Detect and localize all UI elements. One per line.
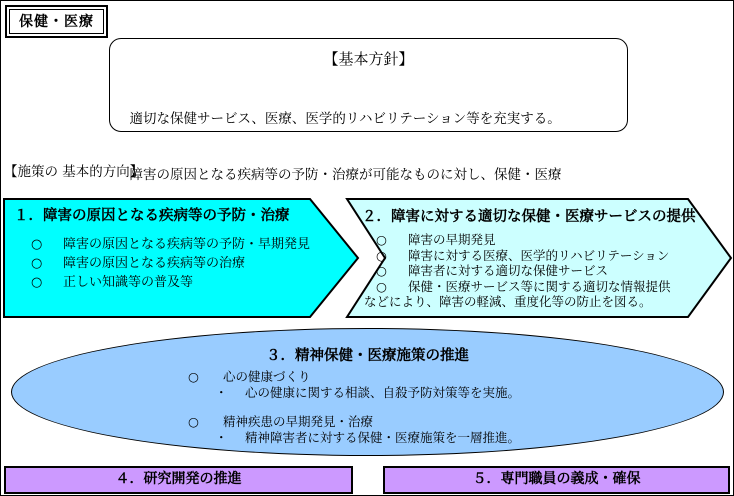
bullet-item-label: 障害に対する医療、医学的リハビリテーション [408,247,670,263]
bullet-item [31,273,310,292]
section1-title: １．障害の原因となる疾病等の予防・治療 [14,208,290,224]
bullet-item [31,235,310,254]
bullet-item [376,263,671,279]
dot-bullet-marker: ・ [215,430,228,445]
section4-box [4,466,353,494]
circle-bullet-marker: ○ [376,263,387,278]
bullet-item-label: 障害の原因となる疾病等の治療 [63,256,246,271]
circle-bullet-marker: ○ [376,232,387,247]
circle-bullet-marker: ○ [31,275,43,290]
circle-bullet-marker: ○ [188,369,199,384]
basic-policy-line: 適切な保健サービス、医療、医学的リハビリテーション等を充実する。 [116,111,561,127]
bullet-item-label: 障害の早期発見 [408,232,496,247]
section1-items [31,235,310,292]
group-detail: 心の健康に関する相談、自殺予防対策等を実施。 [245,385,521,400]
page-title-box [5,5,108,38]
section5-box [383,466,730,494]
circle-bullet-marker: ○ [376,247,387,263]
group-detail: 精神障害者に対する保健・医療施策を一層推進。 [245,430,521,445]
bullet-item [376,279,671,295]
section3-title: ３．精神保健・医療施策の推進 [266,348,469,364]
bullet-item [376,232,671,248]
circle-bullet-marker: ○ [376,278,387,294]
bullet-item [188,414,520,430]
bullet-item-label: 保健・医療サービス等に関する適切な情報提供 [408,278,671,294]
section3-content [188,369,520,446]
bullet-item [376,248,671,264]
section2-title: ２．障害に対する適切な保健・医療サービスの提供 [362,209,696,225]
section2-items [364,232,671,310]
bullet-item-label: 正しい知識等の普及等 [63,275,194,290]
basic-policy-line: 障害の原因となる疾病等の予防・治療が可能なものに対し、保健・医療 [116,166,562,183]
bullet-item [31,254,310,273]
section2-footer: などにより、障害の軽減、重度化等の防止を図る。 [364,294,652,309]
circle-bullet-marker: ○ [188,414,199,429]
sub-item [215,385,520,401]
basic-policy-box [109,38,628,183]
bullet-item-label: 障害の原因となる疾病等の予防・早期発見 [63,237,311,252]
section4-title: ４．研究開発の推進 [115,471,242,487]
page-title: 保健・医療 [9,9,104,34]
group-heading: 心の健康づくり [223,369,311,384]
bullet-item-label: 障害者に対する適切な保健サービス [408,263,609,278]
bullet-item [188,369,520,385]
group-heading: 精神疾患の早期発見・治療 [223,414,374,429]
section5-title: ５．専門職員の義成・確保 [472,471,641,487]
sub-item [215,430,520,446]
circle-bullet-marker: ○ [31,237,43,252]
basic-policy-heading: 【基本方針】 [323,50,414,68]
circle-bullet-marker: ○ [31,256,43,271]
dot-bullet-marker: ・ [215,385,228,400]
direction-heading: 【施策の 基本的方向】 [4,164,144,180]
